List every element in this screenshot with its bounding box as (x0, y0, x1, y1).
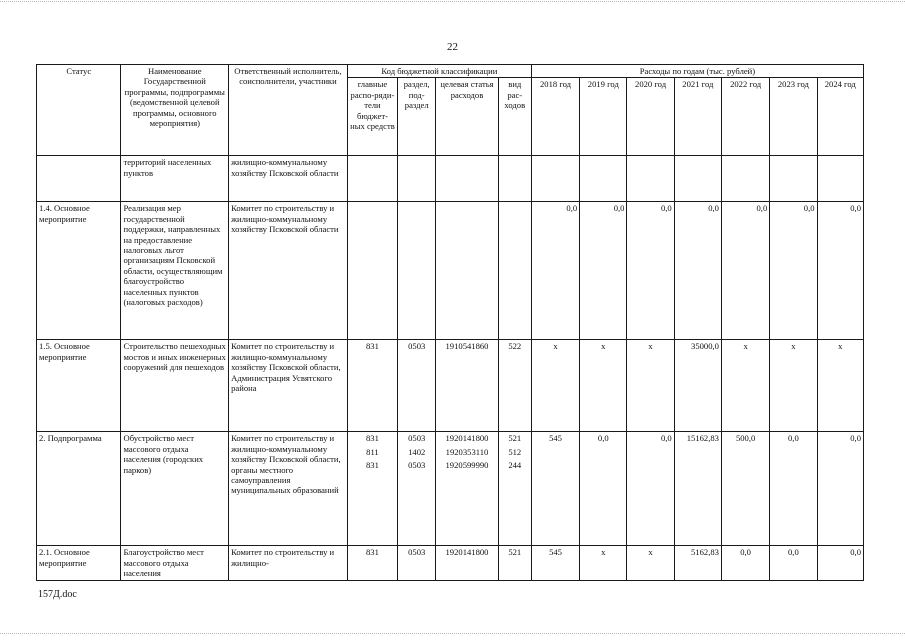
header-year: 2022 год (721, 78, 769, 156)
row-type: 522 (498, 340, 531, 432)
row-year-value: x (817, 340, 863, 432)
row-name: Строительство пешеходных мостов и иных инженерных сооружений для пешеходов (121, 340, 229, 432)
row-year-value: 545 (531, 432, 579, 546)
row-year-value: x (531, 340, 579, 432)
row-year-value: x (580, 546, 627, 581)
page-number: 22 (447, 41, 458, 53)
row-executor: Комитет по строительству и жилищно-коммунальному хозяйству Псковской области (229, 202, 348, 340)
header-expenses: Расходы по годам (тыс. рублей) (531, 65, 863, 78)
budget-table (36, 64, 864, 581)
row-name: территорий населенных пунктов (121, 156, 229, 202)
target-line: 1920353110 (445, 446, 489, 457)
table-row (37, 202, 864, 340)
header-year: 2019 год (580, 78, 627, 156)
row-grbs (347, 156, 397, 202)
header-row-1 (37, 65, 864, 78)
row-year-value: 545 (531, 546, 579, 581)
target-line: 1920141800 (445, 433, 489, 444)
header-budget-code: Код бюджетной классификации (347, 65, 531, 78)
row-target: 1910541860 (436, 340, 498, 432)
header-year: 2018 год (531, 78, 579, 156)
row-target (436, 432, 498, 546)
header-type: вид рас-ходов (498, 78, 531, 156)
row-year-value: x (627, 546, 674, 581)
grbs-line: 811 (366, 446, 379, 457)
scan-bottom-line (0, 633, 905, 635)
row-grbs: 831 (347, 546, 397, 581)
row-executor: Комитет по строительству и жилищно- (229, 546, 348, 581)
row-year-value (817, 156, 863, 202)
row-grbs (347, 202, 397, 340)
table-row (37, 340, 864, 432)
table-row (37, 156, 864, 202)
row-section (398, 432, 436, 546)
row-year-value: x (627, 340, 674, 432)
row-grbs (347, 432, 397, 546)
table-row (37, 546, 864, 581)
row-year-value: 0,0 (627, 202, 674, 340)
header-name: Наименование Государственной программы, подпрограммы (ведомственной целевой программы, основного мероприятия) (121, 65, 229, 156)
row-year-value (531, 156, 579, 202)
scan-top-line (0, 1, 905, 3)
row-year-value: 0,0 (817, 546, 863, 581)
row-section (398, 202, 436, 340)
row-grbs: 831 (347, 340, 397, 432)
row-year-value (627, 156, 674, 202)
row-year-value: x (721, 340, 769, 432)
row-year-value (770, 156, 817, 202)
row-year-value: 5162,83 (674, 546, 721, 581)
section-line: 0503 (408, 460, 426, 471)
row-year-value: 0,0 (674, 202, 721, 340)
header-target: целевая статья расходов (436, 78, 498, 156)
row-year-value (721, 156, 769, 202)
header-executor: Ответственный исполнитель, соисполнители, участники (229, 65, 348, 156)
row-status: 1.4. Основное мероприятие (37, 202, 121, 340)
row-section: 0503 (398, 546, 436, 581)
row-year-value: 0,0 (770, 202, 817, 340)
row-executor: Комитет по строительству и жилищно-коммунальному хозяйству Псковской области, органы местного самоуправления муниципальных образований (229, 432, 348, 546)
grbs-line: 831 (366, 460, 379, 471)
type-line: 512 (508, 446, 522, 457)
table-row (37, 432, 864, 546)
row-status: 2.1. Основное мероприятие (37, 546, 121, 581)
row-section (398, 156, 436, 202)
row-status (37, 156, 121, 202)
row-year-value: x (770, 340, 817, 432)
row-year-value: 0,0 (770, 546, 817, 581)
row-year-value: x (580, 340, 627, 432)
header-year: 2023 год (770, 78, 817, 156)
header-grbs: главные распо-ряди-тели бюджет-ных средств (347, 78, 397, 156)
row-year-value: 500,0 (721, 432, 769, 546)
type-line: 521 (508, 433, 522, 444)
row-type (498, 202, 531, 340)
row-type (498, 156, 531, 202)
row-year-value: 0,0 (721, 546, 769, 581)
header-status: Статус (37, 65, 121, 156)
row-year-value: 0,0 (721, 202, 769, 340)
row-target: 1920141800 (436, 546, 498, 581)
section-line: 1402 (408, 446, 426, 457)
row-executor: Комитет по строительству и жилищно-коммунальному хозяйству Псковской области, Администрация Усвятского района (229, 340, 348, 432)
row-type: 521 (498, 546, 531, 581)
row-year-value: 0,0 (627, 432, 674, 546)
row-year-value: 0,0 (817, 432, 863, 546)
grbs-line: 831 (366, 433, 379, 444)
type-line: 244 (508, 460, 522, 471)
header-year: 2024 год (817, 78, 863, 156)
header-section: раздел, под-раздел (398, 78, 436, 156)
row-year-value: 0,0 (580, 202, 627, 340)
row-year-value: 15162,83 (674, 432, 721, 546)
section-line: 0503 (408, 433, 426, 444)
target-line: 1920599990 (445, 460, 489, 471)
row-type (498, 432, 531, 546)
row-year-value: 0,0 (580, 432, 627, 546)
row-status: 1.5. Основное мероприятие (37, 340, 121, 432)
footer-filename: 157Д.doc (38, 589, 77, 600)
header-year: 2020 год (627, 78, 674, 156)
row-target (436, 202, 498, 340)
row-name: Обустройство мест массового отдыха населения (городских парков) (121, 432, 229, 546)
row-year-value: 0,0 (817, 202, 863, 340)
row-name: Благоустройство мест массового отдыха населения (121, 546, 229, 581)
row-year-value: 0,0 (531, 202, 579, 340)
row-name: Реализация мер государственной поддержки, направленных на предоставление налоговых льгот организациям Псковской области, осуществляющим благоустройство населенных пунктов (налоговых расходов) (121, 202, 229, 340)
row-year-value: 35000,0 (674, 340, 721, 432)
header-year: 2021 год (674, 78, 721, 156)
row-executor: жилищно-коммунальному хозяйству Псковской области (229, 156, 348, 202)
row-year-value (674, 156, 721, 202)
row-year-value: 0,0 (770, 432, 817, 546)
row-year-value (580, 156, 627, 202)
row-section: 0503 (398, 340, 436, 432)
row-status: 2. Подпрограмма (37, 432, 121, 546)
row-target (436, 156, 498, 202)
